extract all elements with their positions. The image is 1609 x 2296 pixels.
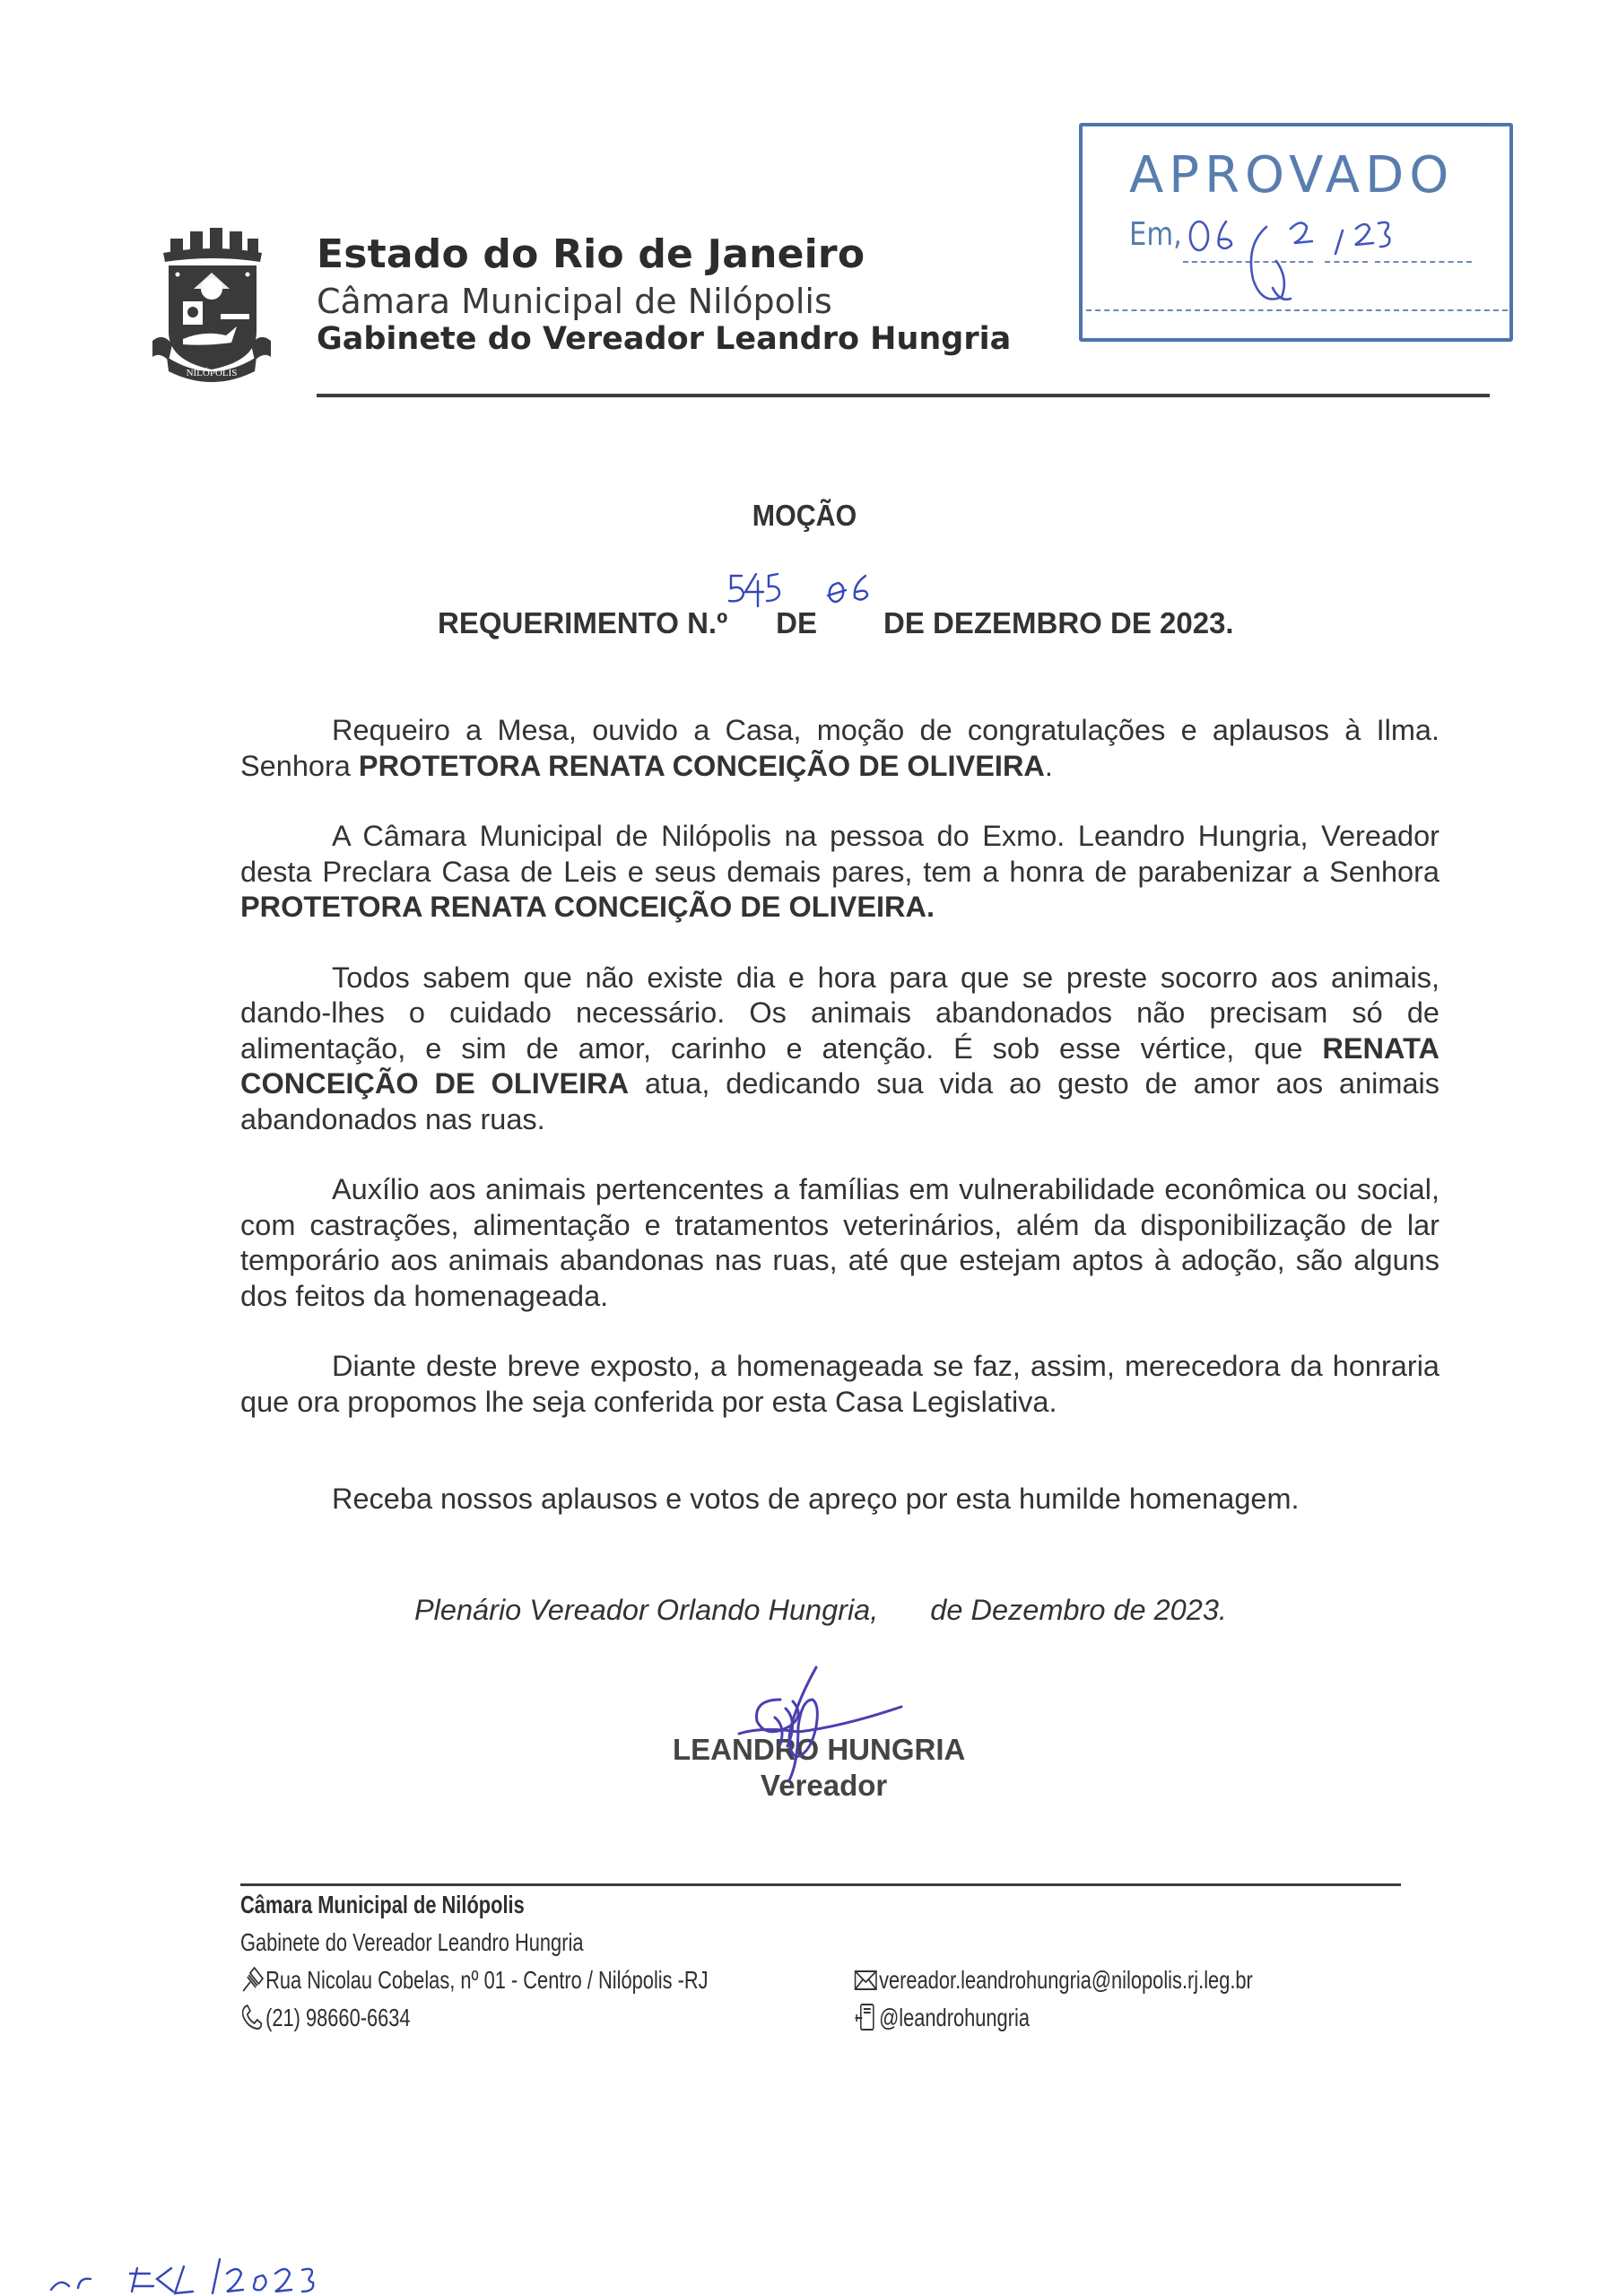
paragraph-text: Diante deste breve exposto, a homenageada se faz, assim, merecedora da honraria que ora propomos lhe seja conferida por esta Casa Legislativa.	[240, 1350, 1439, 1418]
body-paragraph	[240, 1349, 1439, 1420]
crest-ribbon-text: NILÓPOLIS	[186, 368, 238, 378]
signatory-name: LEANDRO HUNGRIA	[673, 1733, 966, 1766]
document-body	[240, 713, 1439, 1455]
date: de Dezembro de 2023.	[930, 1594, 1227, 1626]
honoree-name: RENATA CONCEIÇÃO DE OLIVEIRA	[240, 1031, 1439, 1100]
body-paragraph	[240, 713, 1439, 784]
footer-social-text[interactable]: @leandrohungria	[879, 2004, 1030, 2031]
body-paragraph	[240, 1172, 1439, 1314]
state-heading: Estado do Rio de Janeiro	[317, 231, 865, 277]
footer-address	[240, 1966, 709, 1995]
footer-org: Câmara Municipal de Nilópolis	[240, 1891, 525, 1918]
stamp-handwritten-date	[1083, 126, 1517, 345]
phone-icon	[240, 2004, 265, 2031]
envelope-icon	[854, 1966, 878, 1993]
document-title: MOÇÃO	[752, 499, 857, 532]
chamber-heading: Câmara Municipal de Nilópolis	[317, 282, 832, 321]
paragraph-text: A Câmara Municipal de Nilópolis na pessoa do Exmo. Leandro Hungria, Vereador desta Preclara Casa de Leis e seus demais pares, tem a honra de parabenizar a Senhora	[240, 820, 1439, 888]
pushpin-icon	[240, 1966, 265, 1993]
paragraph-text: Auxílio aos animais pertencentes a famílias em vulnerabilidade econômica ou social, com castrações, alimentação e tratamentos veterinários, além da disponibilização de lar temporário aos animais abandonas nas ruas, até que estejam aptos à adoção, são alguns dos feitos da homenageada.	[240, 1173, 1439, 1312]
coat-of-arms-icon	[151, 226, 273, 386]
stamp-title: APROVADO	[1129, 146, 1455, 204]
honoree-name: PROTETORA RENATA CONCEIÇÃO DE OLIVEIRA	[358, 749, 1045, 782]
office-heading: Gabinete do Vereador Leandro Hungria	[317, 321, 1012, 357]
request-month-year: DE DEZEMBRO DE 2023.	[883, 606, 1234, 639]
footer-email-text[interactable]: vereador.leandrohungria@nilopolis.rj.leg.br	[879, 1966, 1253, 1994]
signatory-role: Vereador	[761, 1769, 888, 1802]
paragraph-text: .	[1044, 749, 1053, 782]
body-paragraph	[240, 819, 1439, 926]
footer-email	[854, 1966, 1253, 1995]
request-line	[438, 606, 1234, 640]
paragraph-text: Todos sabem que não existe dia e hora para que se preste socorro aos animais, dando-lhes o cuidado necessário. Os animais abandonados não precisam só de alimentação, e sim de amor, carinho e atenção. É sob esse vértice, que	[240, 961, 1439, 1065]
paragraph-text: atua, dedicando sua vida ao gesto de amor aos animais abandonados nas ruas.	[240, 1067, 1439, 1135]
request-de-label: DE	[776, 606, 817, 639]
honoree-name: PROTETORA RENATA CONCEIÇÃO DE OLIVEIRA.	[240, 891, 935, 923]
request-label: REQUERIMENTO N.º	[438, 606, 728, 639]
footer-phone	[240, 2004, 411, 2032]
closing-sentence: Receba nossos aplausos e votos de apreço por esta humilde homenagem.	[332, 1483, 1300, 1515]
paragraph-text: Requeiro a Mesa, ouvido a Casa, moção de congratulações e aplausos à Ilma. Senhora	[240, 714, 1439, 782]
place: Plenário Vereador Orlando Hungria,	[414, 1594, 879, 1626]
footer-divider	[240, 1883, 1401, 1886]
footer-social	[854, 2004, 1030, 2032]
place-and-date	[414, 1594, 1227, 1627]
stamp-date-label: Em,	[1129, 216, 1182, 253]
approval-stamp	[1079, 123, 1513, 342]
handwritten-signature	[735, 1664, 915, 1789]
footer-phone-text[interactable]: (21) 98660-6634	[265, 2004, 411, 2031]
handwritten-protocol-number	[49, 2247, 345, 2296]
footer-address-text: Rua Nicolau Cobelas, nº 01 - Centro / Nilópolis -RJ	[265, 1966, 709, 1994]
footer-office: Gabinete do Vereador Leandro Hungria	[240, 1928, 584, 1956]
body-paragraph	[240, 961, 1439, 1138]
handwritten-request-number	[722, 565, 892, 610]
header-divider	[317, 394, 1490, 397]
mobile-social-icon	[854, 2004, 878, 2031]
